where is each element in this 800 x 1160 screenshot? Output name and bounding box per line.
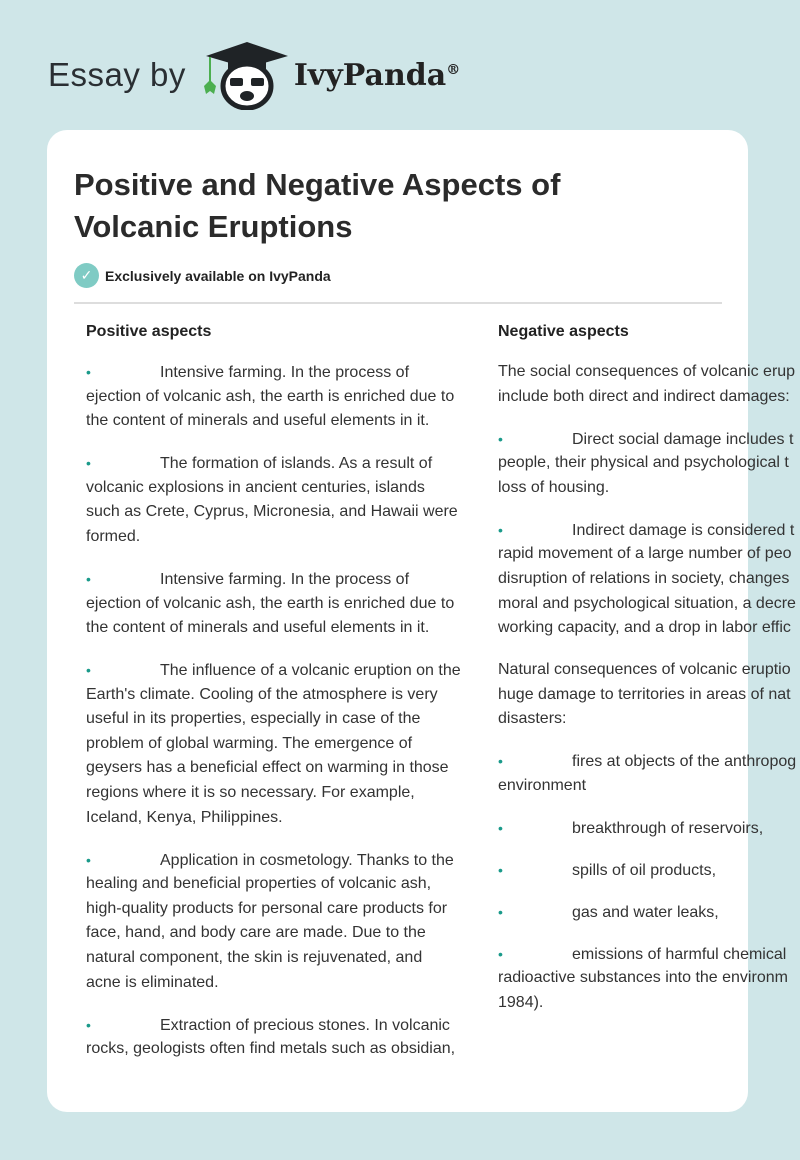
bullet-icon	[86, 451, 160, 476]
line-text: Indirect damage is considered t	[572, 521, 795, 539]
text-line	[86, 707, 461, 732]
text-line	[86, 592, 461, 617]
line-text: Iceland, Kenya, Philippines.	[86, 808, 283, 826]
text-line	[498, 749, 796, 774]
line-text: The formation of islands. As a result of	[160, 455, 433, 473]
bullet-item	[498, 900, 796, 925]
line-text: problem of global warming. The emergence of	[86, 734, 413, 752]
check-icon: ✓	[74, 263, 99, 288]
text-line	[86, 451, 461, 476]
page-title: Positive and Negative Aspects of Volcanic Eruptions	[74, 167, 561, 244]
brand-name: IvyPanda®	[293, 57, 461, 93]
column-heading: Negative aspects	[498, 323, 629, 340]
line-text: include both direct and indirect damages:	[498, 387, 790, 405]
text-line	[498, 658, 796, 683]
text-line	[498, 858, 796, 883]
negative-aspects-column	[498, 322, 796, 1033]
bullet-icon	[498, 518, 572, 543]
bullet-item	[498, 942, 796, 1016]
bullet-item	[498, 749, 796, 798]
line-text: spills of oil products,	[572, 861, 717, 879]
line-text: useful in its properties, especially in case of the	[86, 710, 421, 728]
line-text: such as Crete, Cyprus, Micronesia, and Hawaii were	[86, 503, 458, 521]
line-text: volcanic explosions in ancient centuries, islands	[86, 478, 425, 496]
text-line	[86, 921, 461, 946]
bullet-item	[86, 848, 461, 996]
essay-by-label: Essay by	[48, 56, 186, 93]
bullet-icon	[86, 567, 160, 592]
line-text: Intensive farming. In the process of	[160, 364, 410, 381]
text-line	[498, 683, 796, 708]
panda-logo-icon	[204, 40, 290, 110]
text-line	[86, 781, 461, 806]
text-line	[86, 848, 461, 873]
text-line	[86, 1013, 461, 1038]
bullet-icon	[86, 1013, 160, 1038]
line-text: rapid movement of a large number of peo	[498, 545, 792, 563]
line-text: moral and psychological situation, a decre	[498, 594, 796, 612]
bullet-icon	[498, 858, 572, 883]
line-text: Natural consequences of volcanic eruptio	[498, 661, 791, 679]
text-line	[86, 946, 461, 971]
essay-by-ivypanda-logo[interactable]	[48, 40, 460, 110]
text-line	[86, 732, 461, 757]
bullet-item	[498, 427, 796, 501]
bullet-item	[498, 816, 796, 841]
line-text: people, their physical and psychological t	[498, 454, 789, 472]
line-text: The social consequences of volcanic erup	[498, 363, 796, 380]
line-text: ejection of volcanic ash, the earth is enriched due to	[86, 594, 455, 612]
line-text: disasters:	[498, 710, 567, 728]
line-text: loss of housing.	[498, 478, 610, 496]
line-text: radioactive substances into the environm	[498, 969, 788, 987]
text-line	[86, 872, 461, 897]
text-line	[498, 592, 796, 617]
bullet-icon	[86, 658, 160, 683]
text-line	[86, 360, 461, 385]
line-text: disruption of relations in society, changes	[498, 569, 790, 587]
bullet-item	[86, 1013, 461, 1062]
bullet-icon	[86, 360, 160, 385]
text-line	[86, 971, 461, 996]
line-text: formed.	[86, 527, 141, 545]
badge-label: Exclusively available on IvyPanda	[105, 267, 331, 284]
text-line	[86, 409, 461, 434]
paragraph	[498, 658, 796, 732]
text-line	[498, 542, 796, 567]
line-text: the content of minerals and useful elements in it.	[86, 412, 430, 430]
bullet-icon	[498, 749, 572, 774]
bullet-icon	[498, 942, 572, 967]
line-text: high-quality products for personal care products for	[86, 899, 448, 917]
text-line	[498, 707, 796, 732]
bullet-item	[86, 451, 461, 549]
line-text: Application in cosmetology. Thanks to the	[160, 851, 454, 869]
text-line	[498, 476, 796, 501]
bullet-item	[86, 567, 461, 641]
bullet-item	[498, 858, 796, 883]
line-text: face, hand, and body care are made. Due to the	[86, 924, 426, 942]
bullet-icon	[86, 848, 160, 873]
text-line	[498, 451, 796, 476]
text-line	[86, 476, 461, 501]
line-text: ejection of volcanic ash, the earth is enriched due to	[86, 387, 455, 405]
text-line	[86, 616, 461, 641]
column-heading: Positive aspects	[86, 323, 212, 340]
line-text: huge damage to territories in areas of nat	[498, 685, 791, 703]
text-line	[498, 966, 796, 991]
text-line	[498, 942, 796, 967]
text-line	[498, 774, 796, 799]
text-line	[498, 385, 796, 410]
text-line	[498, 816, 796, 841]
paragraph	[498, 360, 796, 409]
line-text: breakthrough of reservoirs,	[572, 819, 764, 837]
line-text: fires at objects of the anthropog	[572, 753, 797, 771]
text-line	[498, 360, 796, 385]
text-line	[86, 525, 461, 550]
text-line	[498, 567, 796, 592]
text-line	[86, 806, 461, 831]
line-text: gas and water leaks,	[572, 903, 719, 921]
text-line	[86, 897, 461, 922]
line-text: acne is eliminated.	[86, 973, 219, 991]
text-line	[86, 683, 461, 708]
bullet-icon	[498, 427, 572, 452]
text-line	[498, 427, 796, 452]
text-line	[86, 567, 461, 592]
text-line	[86, 385, 461, 410]
text-line	[86, 500, 461, 525]
line-text: 1984).	[498, 994, 544, 1011]
line-text: The influence of a volcanic eruption on the	[160, 662, 461, 680]
line-text: healing and beneficial properties of volcanic ash,	[86, 875, 432, 893]
text-line	[86, 658, 461, 683]
bullet-icon	[498, 900, 572, 925]
bullet-item	[86, 658, 461, 830]
line-text: environment	[498, 776, 587, 794]
line-text: working capacity, and a drop in labor effic	[498, 619, 791, 637]
bullet-icon	[498, 816, 572, 841]
line-text: Intensive farming. In the process of	[160, 570, 410, 588]
exclusive-badge	[74, 263, 331, 288]
line-text: rocks, geologists often find metals such as obsidian,	[86, 1040, 456, 1058]
text-line	[86, 756, 461, 781]
text-line	[86, 1037, 461, 1062]
line-text: the content of minerals and useful elements in it.	[86, 619, 430, 637]
positive-aspects-column	[86, 322, 461, 1079]
text-line	[498, 518, 796, 543]
line-text: natural component, the skin is rejuvenated, and	[86, 949, 423, 967]
line-text: regions where it is so necessary. For example,	[86, 784, 415, 802]
line-text: emissions of harmful chemical	[572, 945, 787, 963]
line-text: Earth's climate. Cooling of the atmosphere is very	[86, 685, 438, 703]
text-line	[498, 616, 796, 641]
text-line	[498, 991, 796, 1016]
line-text: Direct social damage includes t	[572, 430, 794, 448]
text-line	[498, 900, 796, 925]
bullet-item	[498, 518, 796, 641]
line-text: geysers has a beneficial effect on warming in those	[86, 759, 449, 777]
bullet-item	[86, 360, 461, 434]
divider	[74, 302, 722, 304]
line-text: Extraction of precious stones. In volcanic	[160, 1016, 450, 1034]
